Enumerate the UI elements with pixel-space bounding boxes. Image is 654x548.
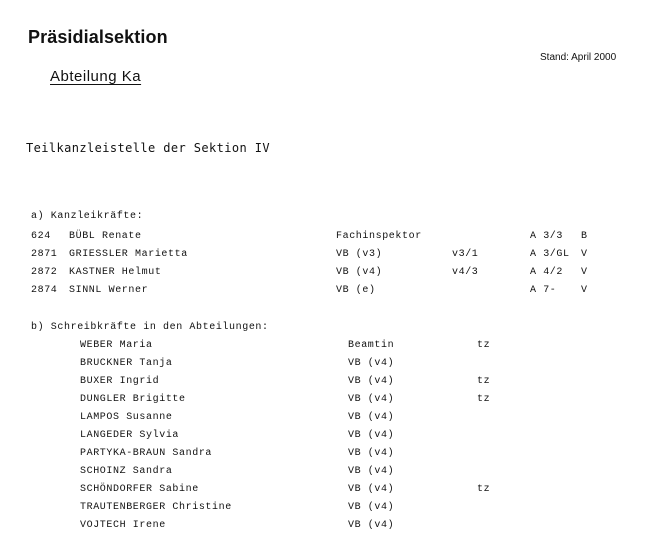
staff-code: v4/3 [452, 267, 479, 278]
staff-name: DUNGLER Brigitte [80, 394, 186, 405]
staff-number: 624 [31, 231, 51, 242]
staff-name: BRUCKNER Tanja [80, 358, 173, 369]
staff-name: TRAUTENBERGER Christine [80, 502, 232, 513]
staff-name: PARTYKA-BRAUN Sandra [80, 448, 213, 459]
staff-position: VB (v4) [348, 520, 395, 531]
section-b-heading: b) Schreibkräfte in den Abteilungen: [31, 322, 269, 333]
staff-note: tz [477, 394, 491, 405]
page-title: Präsidialsektion [28, 27, 168, 47]
staff-grade: A 7- [530, 285, 557, 296]
staff-name: WEBER Maria [80, 340, 153, 351]
staff-position: VB (e) [336, 285, 376, 296]
staff-mark: V [581, 285, 588, 296]
staff-position: Fachinspektor [336, 231, 422, 242]
section-a-heading: a) Kanzleikräfte: [31, 211, 144, 222]
list-item [0, 358, 654, 376]
staff-position: VB (v4) [348, 448, 395, 459]
list-item [0, 376, 654, 394]
staff-name: GRIESSLER Marietta [69, 249, 188, 260]
staff-grade: A 4/2 [530, 267, 564, 278]
staff-code: v3/1 [452, 249, 479, 260]
list-item [0, 267, 654, 285]
staff-name: BÜBL Renate [69, 231, 142, 242]
staff-mark: V [581, 267, 588, 278]
staff-position: VB (v4) [348, 466, 395, 477]
staff-position: VB (v4) [348, 484, 395, 495]
staff-number: 2871 [31, 249, 58, 260]
staff-name: SCHÖNDORFER Sabine [80, 484, 199, 495]
list-item [0, 394, 654, 412]
staff-mark: B [581, 231, 588, 242]
list-item [0, 448, 654, 466]
staff-position: VB (v4) [348, 376, 395, 387]
staff-name: SCHOINZ Sandra [80, 466, 173, 477]
status-date: Stand: April 2000 [540, 52, 617, 63]
staff-name: SINNL Werner [69, 285, 149, 296]
section-subtitle: Teilkanzleistelle der Sektion IV [26, 141, 270, 155]
staff-name: BUXER Ingrid [80, 376, 160, 387]
staff-name: VOJTECH Irene [80, 520, 166, 531]
staff-number: 2874 [31, 285, 58, 296]
staff-position: VB (v4) [348, 430, 395, 441]
list-item [0, 466, 654, 484]
staff-note: tz [477, 484, 491, 495]
staff-mark: V [581, 249, 588, 260]
staff-name: LAMPOS Susanne [80, 412, 173, 423]
staff-position: VB (v4) [348, 394, 395, 405]
staff-name: KASTNER Helmut [69, 267, 162, 278]
staff-note: tz [477, 376, 491, 387]
list-item [0, 484, 654, 502]
staff-position: VB (v4) [348, 358, 395, 369]
list-item [0, 520, 654, 538]
staff-grade: A 3/3 [530, 231, 564, 242]
department-heading: Abteilung Ka [50, 68, 142, 85]
list-item [0, 231, 654, 249]
staff-position: VB (v4) [336, 267, 383, 278]
list-item [0, 340, 654, 358]
list-item [0, 285, 654, 303]
staff-position: Beamtin [348, 340, 395, 351]
staff-position: VB (v3) [336, 249, 383, 260]
list-item [0, 430, 654, 448]
staff-grade: A 3/GL [530, 249, 570, 260]
list-item [0, 502, 654, 520]
staff-note: tz [477, 340, 491, 351]
staff-name: LANGEDER Sylvia [80, 430, 180, 441]
list-item [0, 412, 654, 430]
staff-position: VB (v4) [348, 412, 395, 423]
staff-number: 2872 [31, 267, 58, 278]
list-item [0, 249, 654, 267]
staff-position: VB (v4) [348, 502, 395, 513]
